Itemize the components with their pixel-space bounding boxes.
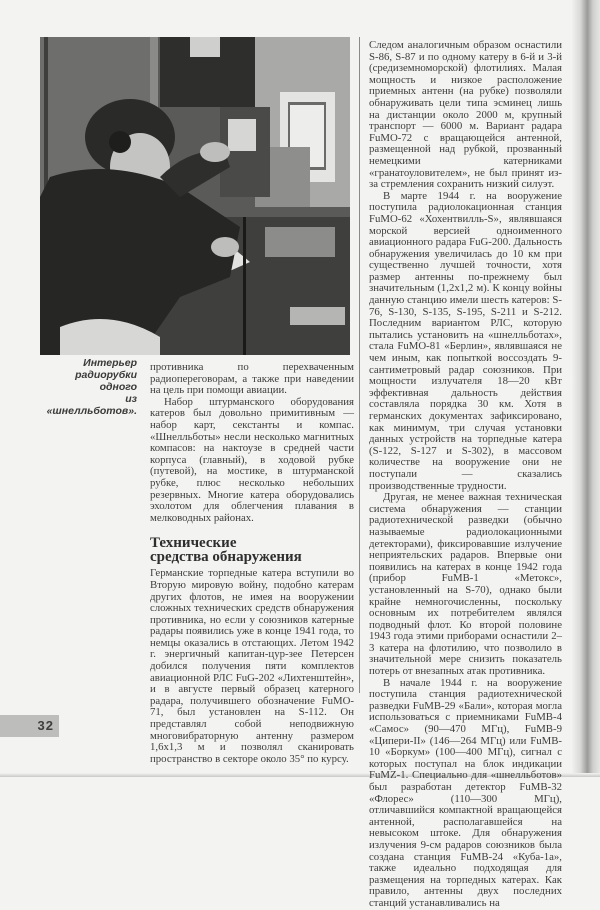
page-number: 32 — [37, 718, 54, 733]
column-divider — [359, 37, 360, 693]
section-heading — [150, 536, 354, 564]
caption-line: из «шнелльботов». — [46, 393, 137, 417]
caption-line: Интерьер — [83, 357, 137, 369]
paragraph: противника по перехваченным радиопереговорам, а также при наведении на цель при помощи авиации. — [150, 361, 354, 397]
paragraph: Германские торпедные катера вступили во Вторую мировую войну, подобно катерам других флотов, не имея на вооружении сложных технических средств обнаружения противника, но если у союзников катерные радары появились уже в конце 1941 года, то немцы оказались в отстающих. Летом 1942 г. энергичный капитан-цур-зее Петерсен добился получения пяти комплектов авиационной РЛС FuG-202 «Лихтенштейн», и в августе первый образец катерного радара, получившего обозначение FuMO-71, был установлен на S-112. Он представлял собой неподвижную многовибраторную антенну размером 1,6х1,3 м и позволял сканировать пространство в секторе около 35° по курсу. — [150, 567, 354, 765]
paragraph: В марте 1944 г. на вооружение поступила радиолокационная станция FuMO-62 «Хохентвилль-S», являвшаяся морской версией одноименного авиационного радара FuG-200. Дальность обнаружения увеличилась до 10 км при существенно лучшей точности, хотя размер антенны по-прежнему был значительным (1,2х1,2 м). К концу войны данную станцию имели шесть катеров: S-76, S-130, S-135, S-195, S-211 и S-212. Последним вариантом РЛС, которую пытались установить на «шнелльботах», стала FuMO-81 «Берлин», являвшаяся не чем иным, как попыткой воссоздать 9-сантиметровый радар союзников. При мощности излучателя 18—20 кВт эффективная дальность действия составляла порядка 30 км. Хотя в германских документах зафиксировано, как минимум, три случая установки данных устройств на торпедные катера (S-122, S-127 и S-302), в массовом количестве на вооружение они не поступали — сказались производственные трудности. — [369, 189, 562, 492]
heading-line: средства обнаружения — [150, 549, 302, 566]
radio-room-photo — [40, 37, 350, 355]
paragraph: Другая, не менее важная техническая система обнаружения — станции радиотехнической разведки (обычно называемые радиолокационными детекторами), фиксировавшие излучение неприятельских радаров. Впервые они появились на катерах в конце 1942 года (прибор FuMB-1 «Метокс», установленный на S-70), однако были крайне немногочисленны, поскольку основным их потребителем являлся подводный флот. Ко второй половине 1943 года этими приборами оснастили 2–3 катера на флотилию, что позволило в значительной мере снизить показатель потерь от внезапных атак противника. — [369, 491, 562, 678]
page-number-tab — [0, 715, 59, 737]
paragraph: Набор штурманского оборудования катеров был довольно примитивным — набор карт, секстанты и компас. «Шнелльботы» несли несколько магнитных компасов: на нактоузе в средней части корпуса (главный), в ходовой рубке (путевой), на мостике, в штурманской рубке, плюс несколько небольших резервных. Многие катера оборудовались эхолотом для облегчения плавания в мелководных районах. — [150, 395, 354, 524]
photo-caption — [40, 357, 137, 417]
page-binding-shadow — [572, 0, 600, 777]
caption-line: радиорубки одного — [75, 369, 137, 393]
middle-column — [150, 362, 354, 765]
heading-line: Технические — [150, 535, 237, 552]
paragraph: Следом аналогичным образом оснастили S-86, S-87 и по одному катеру в 6-й и 3-й (средиземноморской) флотилиях. Малая мощность и низкое расположение приемных антенн (на рубке) позволяли обнаруживать цели типа эсминец лишь на дистанции около 2000 м, крупный транспорт — 6000 м. Вариант радара FuMO-72 с вращающейся антенной, размещенной над рубкой, прозванный немецкими катерниками «гранатоуловителем», не был принят из-за стремления сохранить низкий силуэт. — [369, 39, 562, 191]
paragraph: В начале 1944 г. на вооружение поступила станция радиотехнической разведки FuMB-29 «Бали», которая могла использоваться с приемниками FuMB-4 «Самос» (90—470 МГц), FuMB-9 «Ципери-II» (146—264 МГц) или FuMB-10 «Боркум» (100—400 МГц), сигнал с которых поступал на блок индикации FuMZ-1. Специально для «шнелльботов» был разработан детектор FuMB-32 «Флорес» (110—300 МГц), отличавшийся компактной вращающейся антенной, располагавшейся на невысоком штоке. Для обнаружения излучения 9-см радаров союзников была создана станция FuMB-24 «Куба-1а», также идеально подходящая для размещения на торпедных катерах. Как правило, антенны двух последних станций устанавливались на — [369, 676, 562, 909]
right-column — [369, 40, 562, 910]
photo-illustration — [40, 37, 350, 355]
